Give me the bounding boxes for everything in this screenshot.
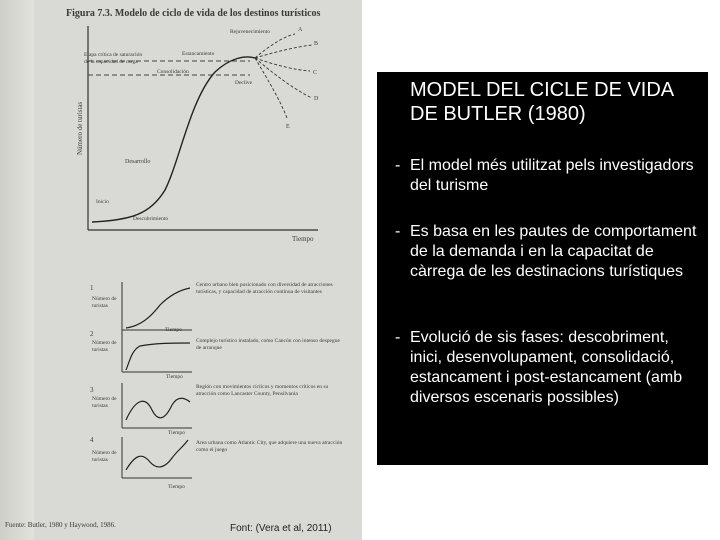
- label-e: E: [286, 124, 290, 130]
- label-consolidacion: Consolidación: [157, 69, 189, 75]
- small-chart-1-number: 1: [90, 284, 94, 292]
- small-chart-1-ylabel: Número de turistas: [92, 296, 117, 309]
- label-b: B: [314, 41, 319, 47]
- bullet-dash: -: [395, 157, 401, 174]
- text-panel: [377, 72, 708, 465]
- image-credit: Font: (Vera et al, 2011): [230, 523, 332, 534]
- label-rejuvenecimiento: Rejuvenecimiento: [230, 29, 271, 35]
- small-chart-2-ylabel: Número de turistas: [92, 340, 117, 353]
- small-chart-2: [90, 327, 346, 372]
- small-chart-4: [90, 430, 346, 490]
- small-chart-1: [90, 282, 346, 330]
- small-chart-1-caption: Centro urbano bien posicionado con diversidad de atracciones turísticas, y capacidad de atracción continua de visitantes: [196, 282, 333, 295]
- label-inicio: Inicio: [96, 199, 109, 205]
- figure-title: Figura 7.3. Modelo de ciclo de vida de los destinos turísticos: [66, 8, 321, 19]
- small-chart-3-number: 3: [90, 386, 94, 394]
- main-x-label: Tiempo: [292, 235, 314, 243]
- branch-e: [255, 58, 287, 118]
- small-chart-2-number: 2: [90, 330, 94, 338]
- branch-d: [255, 58, 312, 98]
- bullet-text: Es basa en les pautes de comportament de la demanda i en la capacitat de càrrega de les destinacions turístiques: [410, 223, 697, 280]
- label-declive: Declive: [235, 80, 253, 86]
- label-c: C: [313, 70, 318, 76]
- small-chart-3-ylabel: Número de turistas: [92, 396, 117, 409]
- bullet-text: Evolució de sis fases: descobriment, inici, desenvolupament, consolidació, estancament i post-estancament (amb diversos escenaris possibles): [410, 329, 683, 406]
- label-saturacion: Etapa crítica de saturación de la capacidad de carga: [84, 52, 143, 65]
- label-descubrimiento: Descubrimiento: [133, 216, 169, 222]
- branch-a: [255, 34, 295, 58]
- small-chart-2-caption: Complejo turístico instalado, como Cancún con intenso despegue de arranque: [196, 338, 340, 351]
- small-chart-3: [90, 374, 346, 428]
- label-d: D: [314, 96, 319, 102]
- small-chart-4-number: 4: [90, 436, 94, 444]
- small-chart-4-ylabel: Número de turistas: [92, 450, 117, 463]
- main-y-label: Número de turistas: [76, 101, 84, 155]
- small-chart-3-xlabel: Tiempo: [166, 374, 183, 380]
- small-chart-3-caption: Región con movimientos cíclicos y momentos críticos en su atracción como Lancaster County, Pensilvania: [196, 384, 329, 397]
- small-chart-2-xlabel: Tiempo: [165, 327, 182, 333]
- bullet-text: El model més utilitzat pels investigadors del turisme: [410, 157, 694, 194]
- label-estancamiento: Estancamiento: [182, 51, 215, 57]
- figure-source: Fuente: Butler, 1980 y Haywood, 1986.: [5, 521, 116, 529]
- panel-title: MODEL DEL CICLE DE VIDA DE BUTLER (1980): [410, 79, 674, 125]
- label-a: A: [298, 27, 303, 33]
- small-chart-4-xlabel-top: Tiempo: [168, 430, 185, 436]
- bullet-dash: -: [395, 223, 401, 240]
- small-chart-4-caption: Área urbana como Atlantic City, que adquiere una nueva atracción como el juego: [196, 440, 343, 453]
- label-saturacion-wrap: [84, 52, 146, 82]
- label-desarrollo: Desarrollo: [125, 159, 151, 165]
- small-chart-4-xlabel: Tiempo: [168, 484, 185, 490]
- bullet-dash: -: [395, 329, 401, 346]
